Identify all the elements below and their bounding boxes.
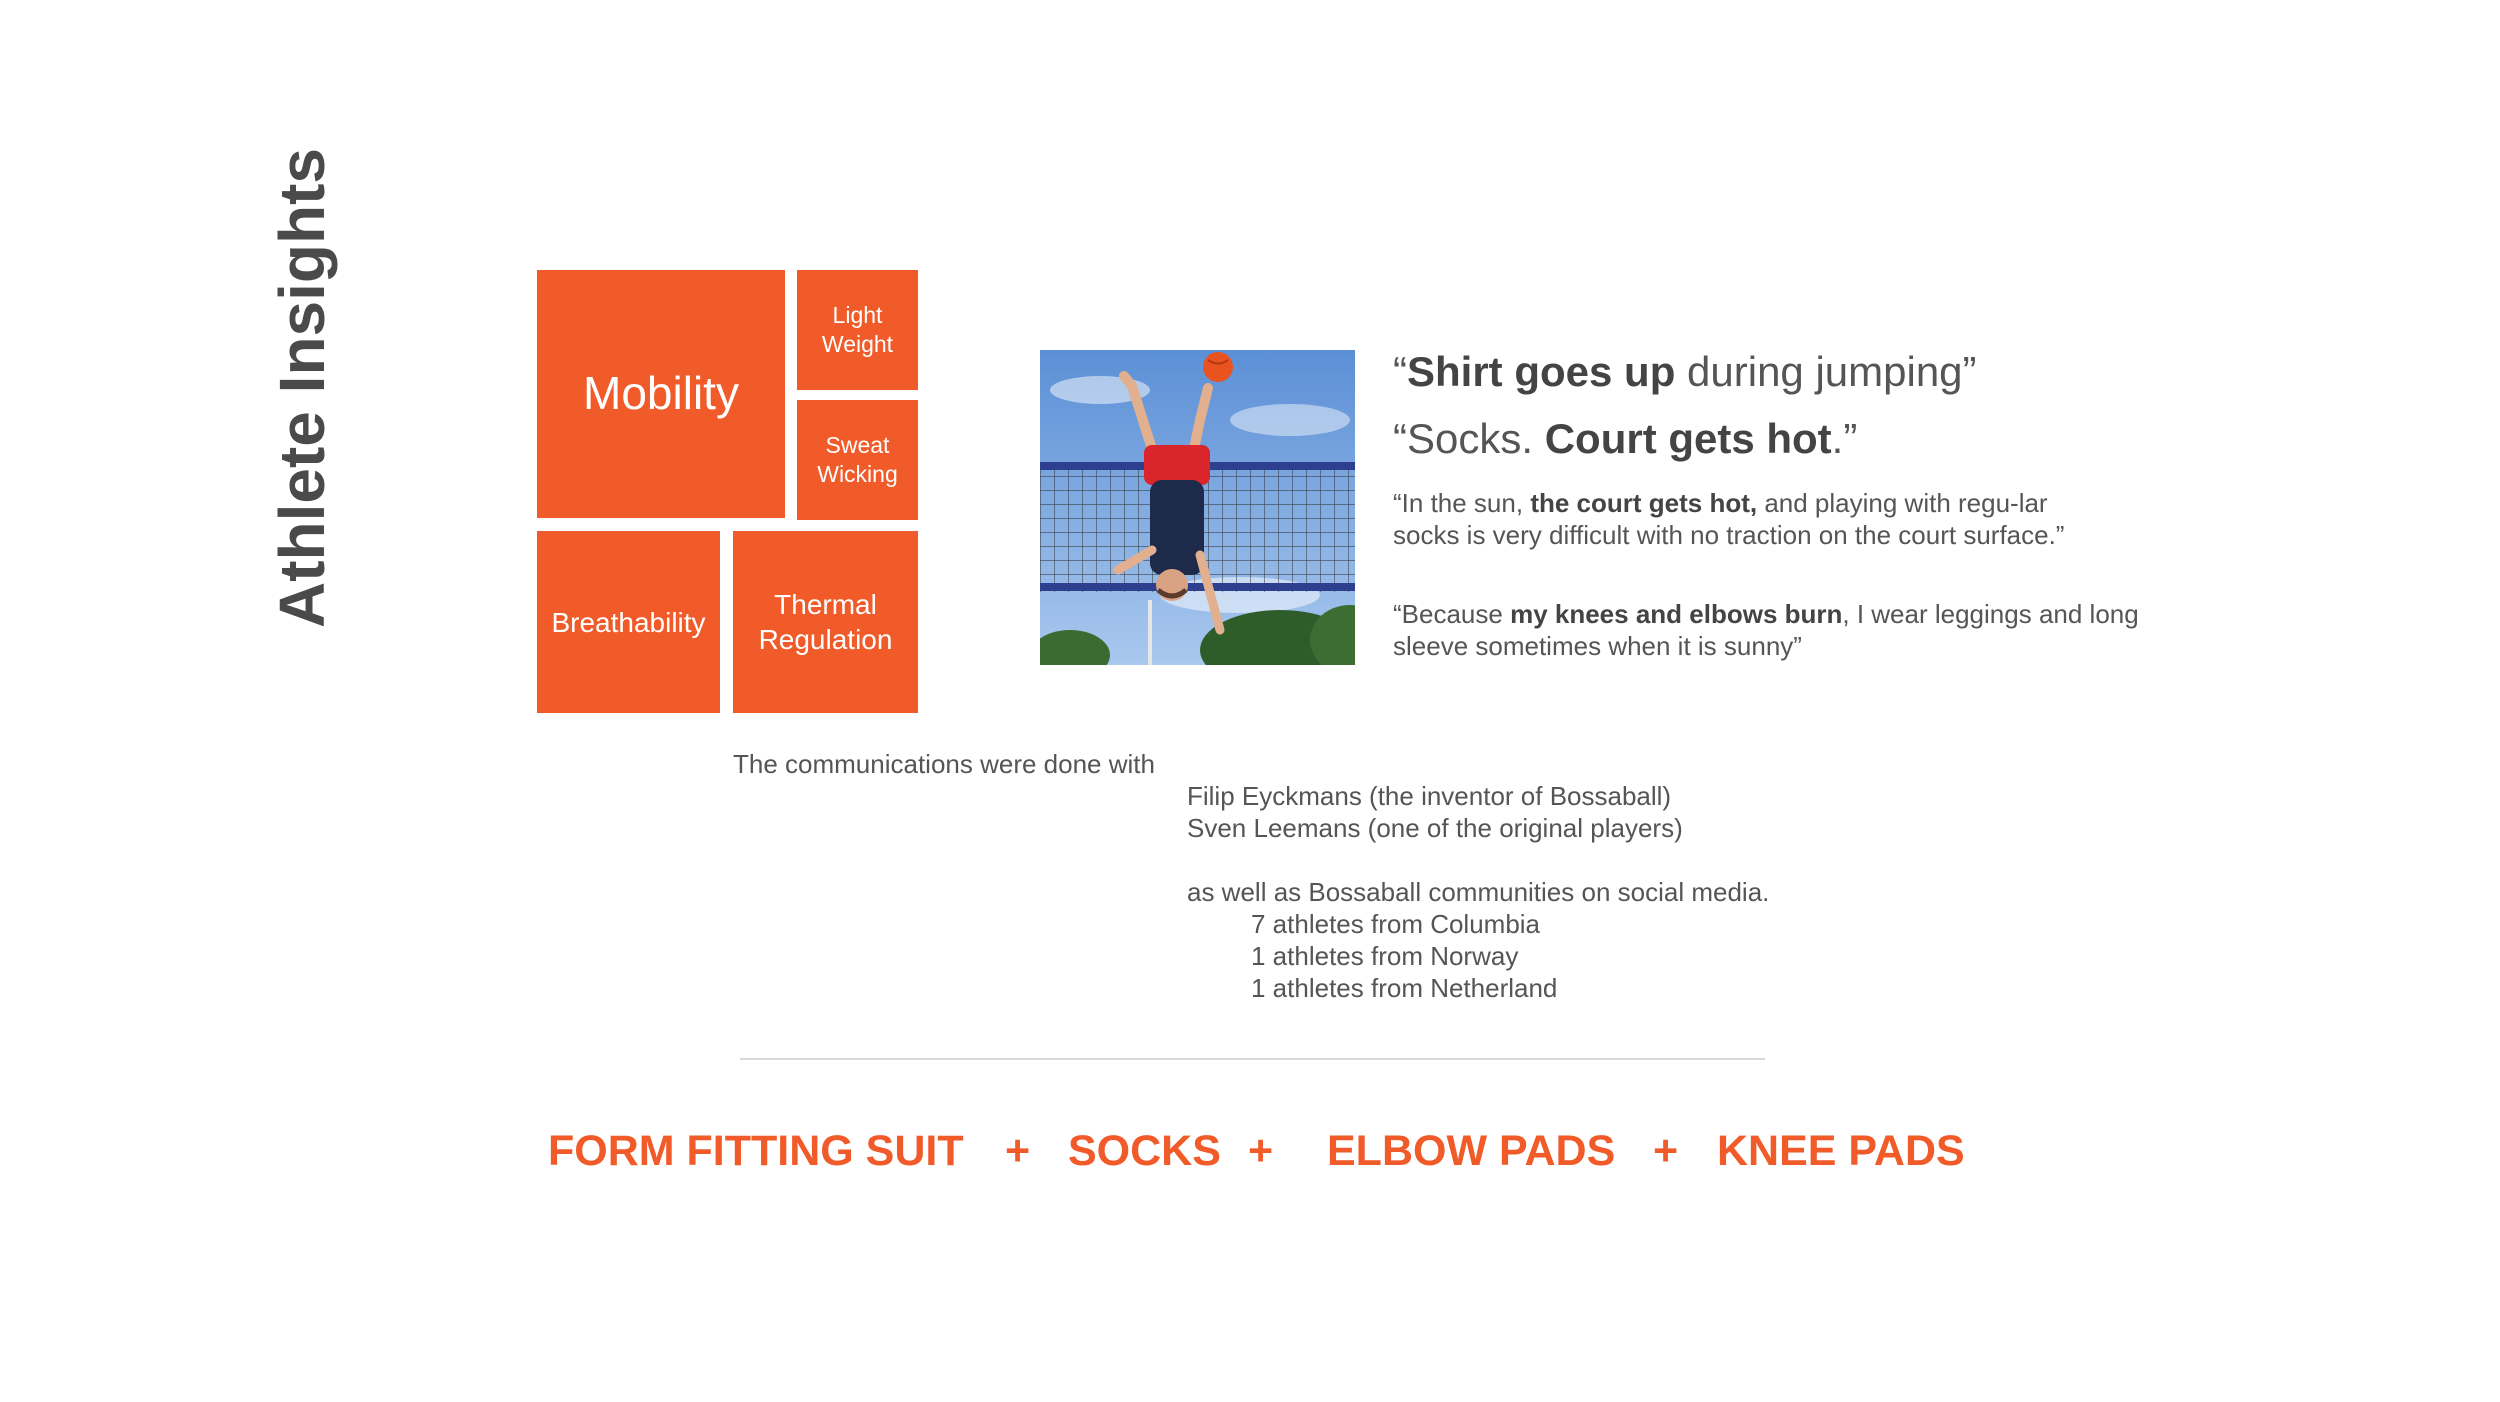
communications-social: as well as Bossaball communities on social media.: [1187, 877, 1770, 907]
page-title: Athlete Insights: [266, 147, 338, 628]
tile-breathability-label: Breathability: [551, 606, 706, 638]
quote-knees-bold: my knees and elbows burn: [1510, 599, 1843, 629]
tile-light-weight: [797, 270, 918, 390]
tile-thermal-label-2: Regulation: [758, 624, 893, 655]
quote-socks-bold: Court gets hot: [1544, 415, 1832, 462]
quote-socks: [1393, 415, 1857, 463]
product-form-fitting-suit: FORM FITTING SUIT: [548, 1127, 964, 1175]
athletes-item: 1 athletes from Norway: [1251, 941, 1519, 971]
divider: [740, 1058, 1765, 1060]
tile-sweat-wicking-label-1: Sweat: [825, 432, 890, 459]
quote-shirt: [1393, 348, 1977, 396]
quote-shirt-bold: Shirt goes up: [1407, 348, 1676, 395]
tile-light-weight-label-2: Weight: [821, 331, 894, 357]
quote-knees-rest: , I wear leggings and long sleeve sometimes when it is sunny”: [1393, 599, 2139, 661]
communications-person: Filip Eyckmans (the inventor of Bossaball): [1187, 781, 1672, 811]
tile-sweat-wicking-label-2: Wicking: [817, 461, 898, 487]
quote-court-rest: and playing with regu-lar socks is very difficult with no traction on the court surface.”: [1393, 488, 2065, 550]
product-knee-pads: KNEE PADS: [1717, 1127, 1965, 1175]
communications-intro: The communications were done with: [733, 749, 1155, 779]
bossaball-photo: [1040, 350, 1355, 665]
quote-shirt-open: “: [1393, 348, 1407, 395]
product-socks: SOCKS: [1068, 1127, 1221, 1175]
communications-person: Sven Leemans (one of the original players): [1187, 813, 1683, 843]
athletes-item: 1 athletes from Netherland: [1251, 973, 1558, 1003]
plus-separator: +: [1248, 1127, 1274, 1175]
quote-socks-rest: .”: [1831, 415, 1858, 462]
quote-court-open: “In the sun,: [1393, 488, 1531, 518]
quote-knees: [1393, 598, 2153, 662]
tile-thermal-label-1: Thermal: [774, 589, 877, 620]
tile-breathability: [537, 531, 720, 713]
quote-court-bold: the court gets hot,: [1530, 488, 1758, 518]
quote-court: [1393, 487, 2093, 551]
tile-mobility-label: Mobility: [583, 367, 739, 420]
plus-separator: +: [1653, 1127, 1679, 1175]
quote-socks-open: “Socks.: [1393, 415, 1545, 462]
plus-separator: +: [1005, 1127, 1031, 1175]
athletes-item: 7 athletes from Columbia: [1251, 909, 1541, 939]
tile-light-weight-label-1: Light: [832, 302, 883, 329]
quote-shirt-rest: during jumping”: [1675, 348, 1977, 395]
tile-mobility: [537, 270, 785, 518]
tile-thermal-regulation: [733, 531, 918, 713]
product-elbow-pads: ELBOW PADS: [1327, 1127, 1616, 1175]
tile-sweat-wicking: [797, 400, 918, 520]
quote-knees-open: “Because: [1393, 599, 1511, 629]
